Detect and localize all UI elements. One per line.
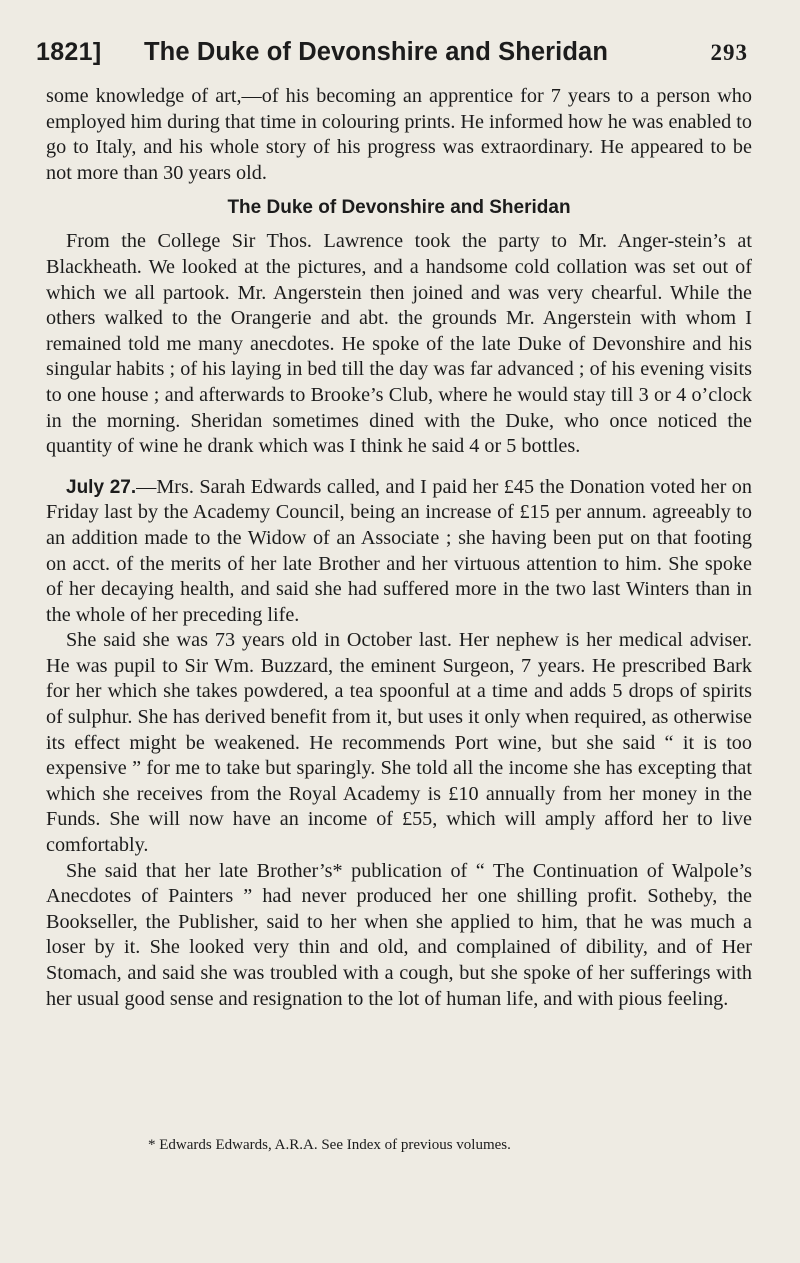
section-heading: The Duke of Devonshire and Sheridan	[227, 197, 571, 219]
running-head-year: 1821]	[36, 38, 102, 66]
page-number: 293	[710, 40, 748, 65]
body-text	[46, 84, 752, 1012]
paragraph-medical: She said she was 73 years old in October last. Her nephew is her medical adviser. He was pupil to Sir Wm. Buzzard, the eminent Surgeon, 7 years. He prescribed Bark for her which she takes powdered, a tea spoonful at a time and adds 5 drops of spirits of sulphur. She has derived benefit from it, but uses it only when required, as otherwise its effect might be weakened. He recommends Port wine, but she said “ it is too expensive ” for me to take but sparingly. She told all the income she has excepting that which she receives from the Royal Academy is £10 annually from her money in the Funds. She will now have an income of £55, which will amply afford her to live comfortably.	[46, 629, 752, 857]
paragraph-publication: She said that her late Brother’s* publication of “ The Continuation of Walpole’s Anecdotes of Painters ” had never produced her one shilling profit. Sotheby, the Bookseller, the Publisher, said to her when she applied to him, that he was much a loser by it. She looked very thin and old, and complained of dibility, and of Her Stomach, and said she was troubled with a cough, but she spoke of her sufferings with her usual good sense and resignation to the lot of human life, and with pious feeling.	[46, 859, 752, 1010]
footnote: * Edwards Edwards, A.R.A. See Index of previous volumes.	[148, 1137, 511, 1153]
paragraph-july-27-text: —Mrs. Sarah Edwards called, and I paid her £45 the Donation voted her on Friday last by the Academy Council, being an increase of £15 per annum. agreeably to an addition made to the Widow of an Associate ; she having been put on that footing on acct. of the merits of her late Brother and her virtuous attention to him. She spoke of her decaying health, and said she had suffered more in the two last Winters than in the whole of her preceding life.	[46, 475, 752, 626]
paragraph-angerstein: From the College Sir Thos. Lawrence took the party to Mr. Anger-stein’s at Blackheath. We looked at the pictures, and a handsome cold collation was set out of which we all partook. Mr. Angerstein then joined and was very chearful. While the others walked to the Orangerie and abt. the grounds Mr. Angerstein with whom I remained told me many anecdotes. He spoke of the late Duke of Devonshire and his singular habits ; of his laying in bed till the day was far advanced ; of his evening visits to one house ; and afterwards to Brooke’s Club, where he would stay till 3 or 4 o’clock in the morning. Sheridan sometimes dined with the Duke, who once noticed the quantity of wine he drank which was I think he said 4 or 5 bottles.	[46, 230, 752, 458]
paragraph-gap	[46, 460, 752, 475]
paragraph-july-27	[46, 475, 752, 629]
entry-date: July 27.	[66, 476, 137, 498]
running-head	[36, 38, 756, 74]
paragraph-continuation: some knowledge of art,—of his becoming an apprentice for 7 years to a person who employed him during that time in colouring prints. He informed how he was enabled to go to Italy, and his whole story of his progress was extraordinary. He appeared to be not more than 30 years old.	[46, 85, 752, 184]
running-head-title: The Duke of Devonshire and Sheridan	[144, 38, 609, 66]
